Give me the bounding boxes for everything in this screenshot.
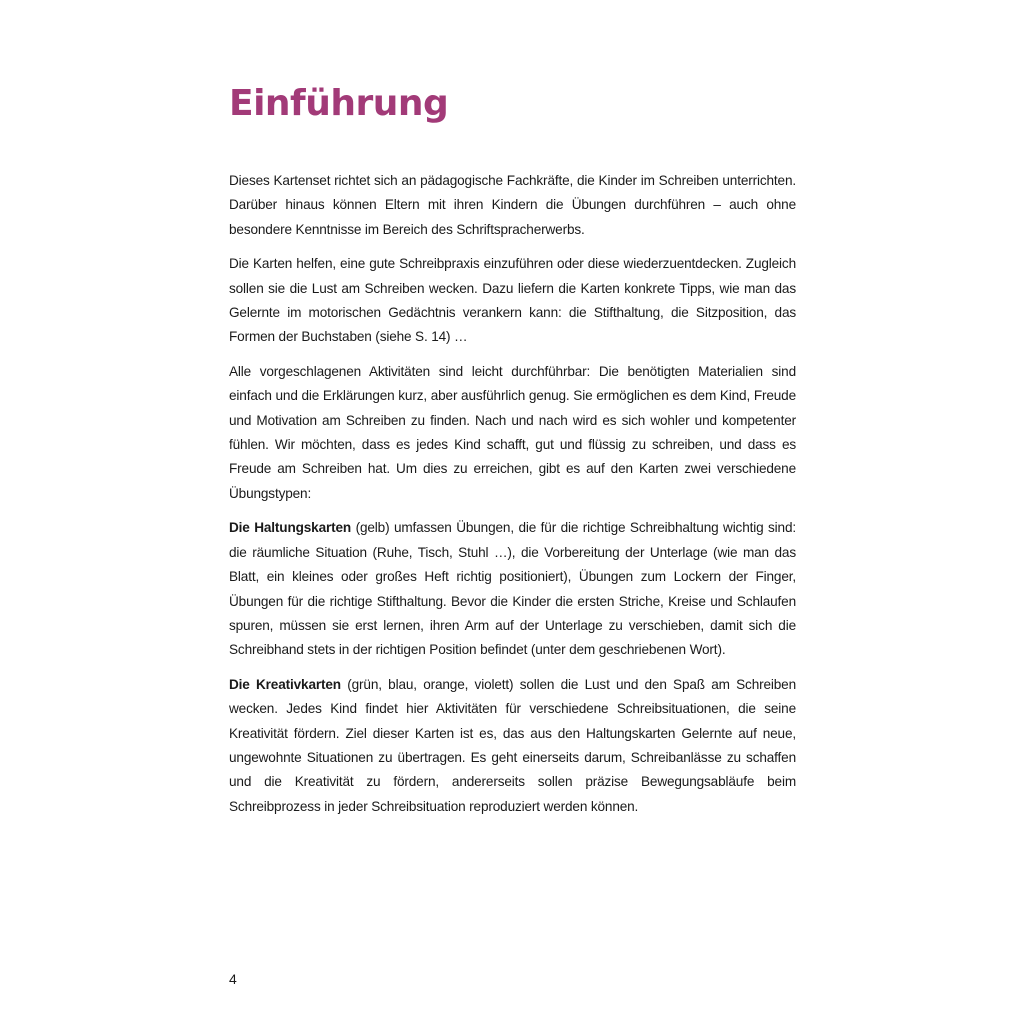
paragraph-haltungskarten: [229, 516, 796, 662]
paragraph-haltungskarten-text: (gelb) umfassen Übungen, die für die richtige Schreibhaltung wichtig sind: die räumliche Situation (Ruhe, Tisch, Stuhl …), die Vorbereitung der Unterlage (wie man das Blatt, ein kleines oder großes Heft richtig positioniert), Übungen zum Lockern der Finger, Übungen für die richtige Stifthaltung. Bevor die Kinder die ersten Striche, Kreise und Schlaufen spuren, müssen sie erst lernen, ihren Arm auf der Unterlage zu verschieben, damit sich die Schreibhand stets in der richtigen Position befindet (unter dem geschriebenen Wort).: [229, 520, 796, 658]
body-text: [229, 169, 796, 829]
paragraph-cards-purpose: Die Karten helfen, eine gute Schreibpraxis einzuführen oder diese wiederzuentdecken. Zugleich sollen sie die Lust am Schreiben wecken. Dazu liefern die Karten konkrete Tipps, wie man das Gelernte im motorischen Gedächtnis verankern kann: die Stifthaltung, die Sitzposition, das Formen der Buchstaben (siehe S. 14) …: [229, 256, 796, 345]
paragraph-kreativkarten-text: (grün, blau, orange, violett) sollen die Lust und den Spaß am Schreiben wecken. Jedes Kind findet hier Aktivitäten für verschiedene Schreibsituationen, die seine Kreativität fördern. Ziel dieser Karten ist es, das aus den Haltungskarten Gelernte auf neue, ungewohnte Situationen zu übertragen. Es geht einerseits darum, Schreibanlässe zu schaffen und die Kreativität zu fördern, andererseits sollen präzise Bewegungsabläufe beim Schreibprozess in jeder Schreibsituation reproduziert werden können.: [229, 676, 796, 814]
paragraph-activities: Alle vorgeschlagenen Aktivitäten sind leicht durchführbar: Die benötigten Materialien sind einfach und die Erklärungen kurz, aber ausführlich genug. Sie ermöglichen es dem Kind, Freude und Motivation am Schreiben zu finden. Nach und nach wird es sich wohler und kompetenter fühlen. Wir möchten, dass es jedes Kind schafft, gut und flüssig zu schreiben, und dass es Freude am Schreiben hat. Um dies zu erreichen, gibt es auf den Karten zwei verschiedene Übungstypen:: [229, 363, 796, 501]
term-kreativkarten: Die Kreativkarten: [229, 676, 341, 692]
term-haltungskarten: Die Haltungskarten: [229, 520, 352, 536]
page-number: 4: [229, 971, 237, 987]
paragraph-intro: Dieses Kartenset richtet sich an pädagogische Fachkräfte, die Kinder im Schreiben unterrichten. Darüber hinaus können Eltern mit ihren Kindern die Übungen durchführen – auch ohne besondere Kenntnisse im Bereich des Schriftspracherwerbs.: [229, 173, 796, 237]
page-title: Einführung: [229, 83, 449, 124]
paragraph-kreativkarten: [229, 673, 796, 819]
